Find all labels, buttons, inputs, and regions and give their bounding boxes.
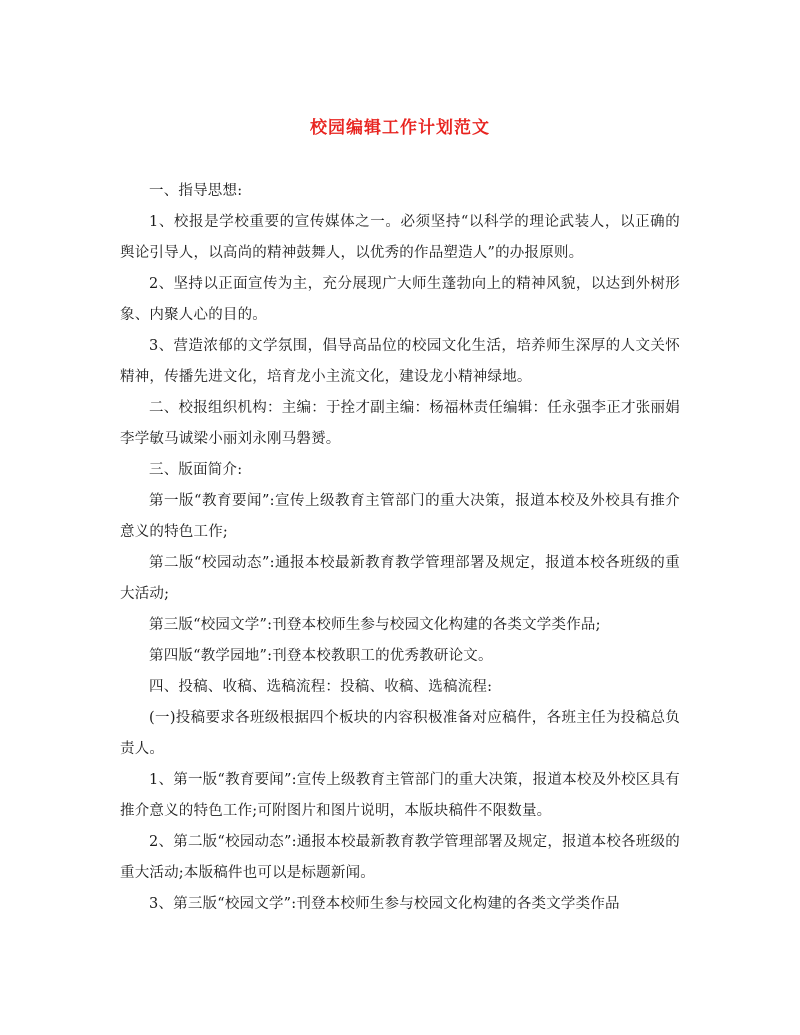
paragraph-page-3: 第三版“校园文学”:刊登本校师生参与校园文化构建的各类文学类作品; bbox=[149, 617, 601, 633]
paragraph-principle-3: 3、营造浓郁的文学氛围，倡导高品位的校园文化生活，培养师生深厚的人文关怀精神，传播先进文化，培育龙小主流文化，建设龙小精神绿地。 bbox=[120, 338, 680, 385]
paragraph-principle-1: 1、校报是学校重要的宣传媒体之一。必须坚持“以科学的理论武装人，以正确的舆论引导人，以高尚的精神鼓舞人，以优秀的作品塑造人”的办报原则。 bbox=[120, 214, 680, 261]
paragraph-page-2: 第二版“校园动态”:通报本校最新教育教学管理部署及规定，报道本校各班级的重大活动; bbox=[120, 555, 680, 602]
paragraph-organization: 二、校报组织机构：主编：于拴才副主编：杨福林责任编辑：任永强李正才张丽娟李学敏马诚梁小丽刘永刚马磐赟。 bbox=[120, 400, 680, 447]
paragraph-submission-requirements: (一)投稿要求各班级根据四个板块的内容积极准备对应稿件，各班主任为投稿总负责人。 bbox=[120, 710, 680, 757]
document-title: 校园编辑工作计划范文 bbox=[310, 118, 490, 138]
paragraph-page-1: 第一版“教育要闻”:宣传上级教育主管部门的重大决策，报道本校及外校具有推介意义的特色工作; bbox=[120, 493, 680, 540]
paragraph-guiding-ideology: 一、指导思想: bbox=[149, 183, 243, 199]
document-body bbox=[120, 176, 680, 920]
paragraph-principle-2: 2、坚持以正面宣传为主，充分展现广大师生蓬勃向上的精神风貌，以达到外树形象、内聚人心的目的。 bbox=[120, 276, 680, 323]
paragraph-layout-intro: 三、版面简介: bbox=[149, 462, 243, 478]
paragraph-submission-process: 四、投稿、收稿、选稿流程：投稿、收稿、选稿流程: bbox=[149, 679, 493, 695]
paragraph-submission-page-3: 3、第三版“校园文学”:刊登本校师生参与校园文化构建的各类文学类作品 bbox=[149, 896, 620, 912]
paragraph-submission-page-1: 1、第一版“教育要闻”:宣传上级教育主管部门的重大决策，报道本校及外校区具有推介意义的特色工作;可附图片和图片说明，本版块稿件不限数量。 bbox=[120, 772, 680, 819]
paragraph-page-4: 第四版“教学园地”:刊登本校教职工的优秀教研论文。 bbox=[149, 648, 493, 664]
paragraph-submission-page-2: 2、第二版“校园动态”:通报本校最新教育教学管理部署及规定，报道本校各班级的重大活动;本版稿件也可以是标题新闻。 bbox=[120, 834, 680, 881]
